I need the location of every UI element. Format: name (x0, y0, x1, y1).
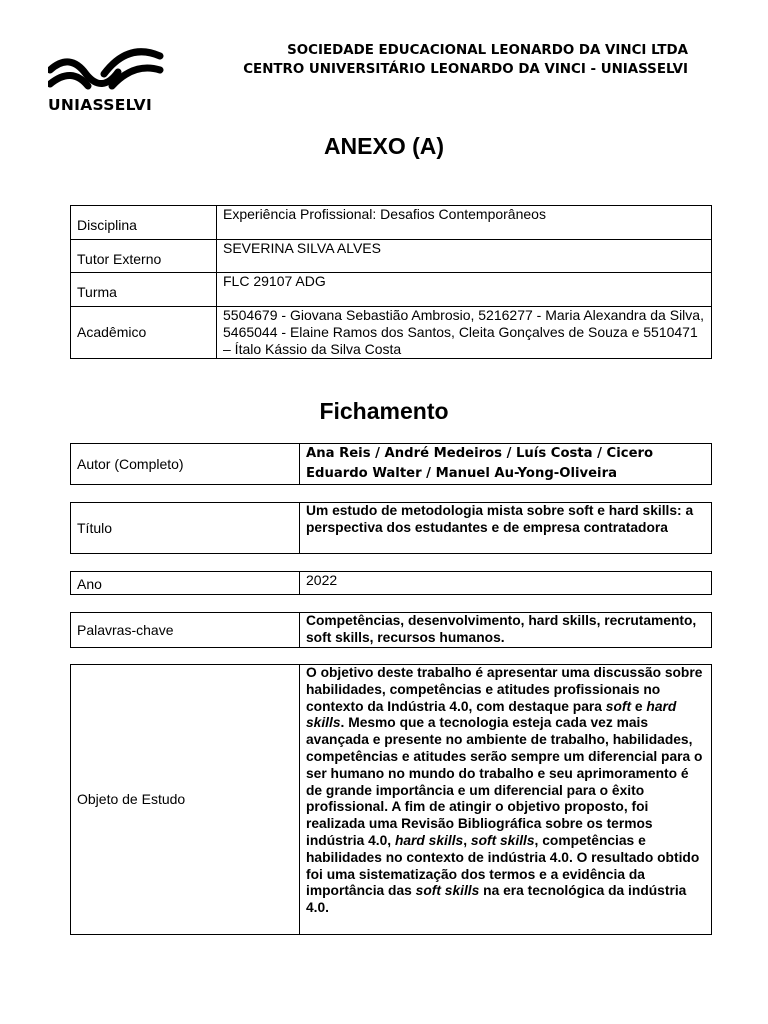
table-row (71, 613, 712, 648)
institution-line-1: SOCIEDADE EDUCACIONAL LEONARDO DA VINCI LTDA (287, 43, 688, 58)
table-row (71, 572, 712, 595)
ano-table (70, 571, 712, 595)
table-row (71, 307, 712, 359)
disciplina-value: Experiência Profissional: Desafios Contemporâneos (217, 206, 712, 240)
academico-value: 5504679 - Giovana Sebastião Ambrosio, 5216277 - Maria Alexandra da Silva, 5465044 - Elaine Ramos dos Santos, Cleita Gonçalves de Souza e 5510471 – Ítalo Kássio da Silva Costa (217, 307, 712, 359)
titulo-value: Um estudo de metodologia mista sobre soft e hard skills: a perspectiva dos estudantes e de empresa contratadora (300, 503, 712, 554)
institution-header (243, 41, 688, 79)
titulo-label: Título (71, 503, 300, 554)
table-row (71, 273, 712, 307)
table-row (71, 444, 712, 485)
objeto-table (70, 664, 712, 935)
table-row (71, 240, 712, 273)
objeto-text: O objetivo deste trabalho é apresentar uma discussão sobre habilidades, competências e atitudes profissionais no contexto da Indústria 4.0, com destaque para (306, 665, 703, 714)
disciplina-label: Disciplina (71, 206, 217, 240)
autor-label: Autor (Completo) (71, 444, 300, 485)
turma-value: FLC 29107 ADG (217, 273, 712, 307)
palavras-chave-label: Palavras-chave (71, 613, 300, 648)
objeto-italic: hard skills (394, 832, 464, 848)
academico-label: Acadêmico (71, 307, 217, 359)
autor-value: Ana Reis / André Medeiros / Luís Costa / Cicero Eduardo Walter / Manuel Au-Yong-Oliveira (300, 444, 712, 485)
ano-value: 2022 (300, 572, 712, 595)
objeto-italic: soft skills (415, 883, 480, 899)
annex-title: ANEXO (A) (323, 133, 445, 159)
tutor-label: Tutor Externo (71, 240, 217, 273)
objeto-text: na era tecnológica da indústria 4.0. (306, 883, 687, 916)
ano-label: Ano (71, 572, 300, 595)
objeto-text: , (463, 832, 471, 848)
logo-arcs-icon (48, 44, 164, 92)
objeto-italic: hard skills (306, 698, 677, 731)
objeto-value (300, 665, 712, 935)
objeto-italic: soft skills (470, 832, 535, 848)
fichamento-title: Fichamento (319, 398, 449, 424)
tutor-value: SEVERINA SILVA ALVES (217, 240, 712, 273)
objeto-text: , competências e habilidades no contexto de indústria 4.0. O resultado obtido foi uma sistematização dos termos e a evidência da importância das (306, 832, 700, 899)
titulo-table (70, 502, 712, 554)
autor-table (70, 443, 712, 485)
turma-label: Turma (71, 273, 217, 307)
table-row (71, 503, 712, 554)
palavras-chave-table (70, 612, 712, 648)
objeto-label: Objeto de Estudo (71, 665, 300, 935)
uniasselvi-logo (48, 44, 164, 116)
table-row (71, 206, 712, 240)
palavras-chave-value: Competências, desenvolvimento, hard skills, recrutamento, soft skills, recursos humanos. (300, 613, 712, 648)
course-info-table (70, 205, 712, 359)
table-row (71, 665, 712, 935)
objeto-text: e (631, 698, 647, 714)
objeto-italic: soft (605, 698, 632, 714)
logo-text: UNIASSELVI (48, 96, 153, 114)
institution-line-2: CENTRO UNIVERSITÁRIO LEONARDO DA VINCI - UNIASSELVI (243, 62, 688, 77)
objeto-text: . Mesmo que a tecnologia esteja cada vez mais avançada e presente no ambiente de trabalho, habilidades, competências e atitudes serão sempre um diferencial para o ser humano no mundo do trabalho e seu aprimoramento é de grande importância e um diferencial para o êxito profissional. A fim de atingir o objetivo proposto, foi realizada uma Revisão Bibliográfica sobre os termos indústria 4.0, (306, 715, 703, 848)
